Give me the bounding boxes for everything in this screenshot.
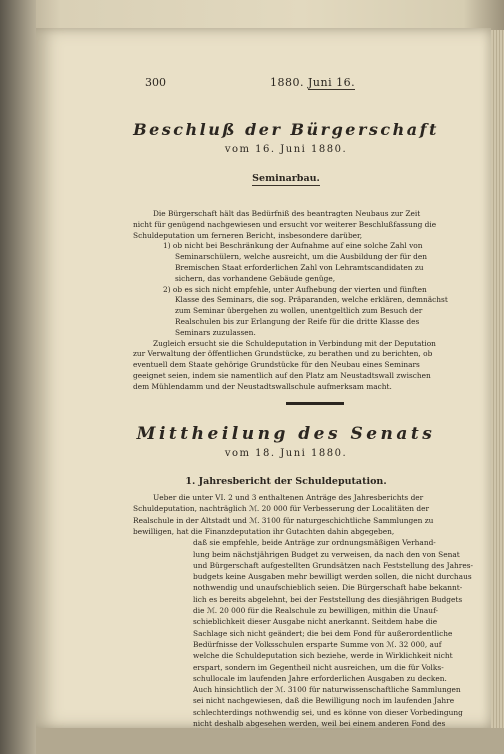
running-header (36, 76, 491, 92)
book-bottom-edge (36, 728, 504, 754)
section1-line: geeignet seien, indem sie namentlich auf den Platz am Neustadtswall zwischen (133, 371, 431, 380)
section1-line: Die Bürgerschaft hält das Bedürfniß des beantragten Neubaus zur Zeit (153, 209, 421, 218)
section1-line: Seminarschülern, welche ausreicht, um die Ausbildung der für den (175, 252, 428, 262)
section1-line: Seminars zuzulassen. (175, 327, 256, 337)
section1-line: eventuell dem Staate gehörige Grundstücke für den Neubau eines Seminars (133, 360, 420, 370)
section2-line: Bedürfnisse der Volksschulen ersparte Summe von ℳ. 32 000, auf (193, 639, 442, 649)
section1-subtitle: vom 16. Juni 1880. (224, 144, 348, 155)
section2-line: nicht deshalb abgesehen werden, weil bei einem anderen Fond des (193, 719, 446, 728)
section1-line: nicht für genügend nachgewiesen und ersucht vor weiterer Beschlußfassung die (133, 219, 437, 229)
section1-line: zum Seminar übergehen zu wollen, unentgeltlich zum Besuch der (175, 306, 423, 316)
header-day: Juni 16. (308, 76, 356, 89)
section2-line: welche die Schuldeputation sich beziehe, werde in Wirklichkeit nicht (193, 651, 453, 661)
section2-line: bewilligen, hat die Finanzdeputation ihr Gutachten dahin abgegeben, (133, 526, 395, 536)
header-year: 1880. (270, 76, 304, 89)
section2-heading: 1. Jahresbericht der Schuldeputation. (185, 476, 387, 487)
section2-subtitle: vom 18. Juni 1880. (224, 448, 348, 459)
section1-line: Klasse des Seminars, die sog. Präparanden, welche erklären, demnächst (175, 295, 448, 305)
section1-line: Zugleich ersucht sie die Schuldeputation in Verbindung mit der Deputation (153, 338, 436, 348)
section2-line: und Bürgerschaft aufgestellten Grundsätzen nach Feststellung des Jahres- (193, 560, 473, 570)
section1-heading (96, 173, 476, 184)
section1-heading-text: Seminarbau. (252, 173, 320, 184)
section2-line: schieblichkeit dieser Ausgabe nicht anerkannt. Seitdem habe die (193, 617, 438, 627)
section1-line: dem Mühlendamm und der Neustadtswallschule aufmerksam macht. (133, 381, 392, 391)
document-page (36, 28, 491, 728)
section2-line: erspart, sondern im Gegentheil nicht ausreichen, um die für Volks- (193, 662, 444, 672)
section1-line: 2) ob es sich nicht empfehle, unter Aufhebung der vierten und fünften (163, 284, 427, 294)
section1-title: Beschluß der Bürgerschaft (133, 120, 439, 139)
section2-line: sei nicht nachgewiesen, daß die Bewilligung noch im laufenden Jahre (193, 696, 455, 706)
section2-line: Sachlage sich nicht geändert; die bei dem Fond für außerordentliche (193, 628, 453, 638)
header-date (270, 76, 355, 89)
section2-line: nothwendig und unaufschieblich seien. Die Bürgerschaft habe bekannt- (193, 583, 463, 593)
section1-line: sichern, das vorhandene Gebäude genüge, (175, 273, 336, 283)
section2-line: schullocale im laufenden Jahre erforderlichen Ausgaben zu decken. (193, 673, 447, 683)
section2-line: Schuldeputation, nachträglich ℳ. 20 000 für Verbesserung der Localitäten der (133, 504, 430, 514)
section1-line: Realschulen bis zur Erlangung der Reife für die dritte Klasse des (175, 317, 420, 326)
section1-line: Bremischen Staat erforderlichen Zahl von Lehramtscandidaten zu (175, 263, 424, 272)
section2-line: Realschule in der Altstadt und ℳ. 3100 für naturgeschichtliche Sammlungen zu (133, 515, 434, 525)
section2-title: Mittheilung des Senats (136, 424, 436, 444)
section1-line: 1) ob nicht bei Beschränkung der Aufnahme auf eine solche Zahl von (163, 241, 423, 251)
binding-edge (0, 0, 36, 754)
section2-line: Ueber die unter VI. 2 und 3 enthaltenen Anträge des Jahresberichts der (153, 493, 424, 502)
page-number: 300 (145, 76, 166, 89)
section1-line: zur Verwaltung der öffentlichen Grundstücke, zu berathen und zu berichten, ob (133, 349, 433, 359)
section-divider (286, 402, 344, 405)
section2-line: lung beim nächstjährigen Budget zu verweisen, da nach den von Senat (193, 549, 460, 559)
section1-line: Schuldeputation um ferneren Bericht, insbesondere darüber, (133, 230, 363, 240)
page-stack-edge (491, 30, 504, 730)
section2-line: die ℳ. 20 000 für die Realschule zu bewilligen, mithin die Unauf- (193, 606, 439, 615)
section2-line: Auch hinsichtlich der ℳ. 3100 für naturwissenschaftliche Sammlungen (193, 685, 461, 695)
section2-line: schlechterdings nothwendig sei, und es könne von dieser Vorbedingung (193, 707, 463, 717)
section2-line: budgets keine Ausgaben mehr bewilligt werden sollen, die nicht durchaus (193, 572, 472, 582)
section2-line: lich es bereits abgelehnt, bei der Feststellung des diesjährigen Budgets (193, 594, 463, 604)
section2-line: daß sie empfehle, beide Anträge zur ordnungsmäßigen Verhand- (193, 538, 436, 548)
